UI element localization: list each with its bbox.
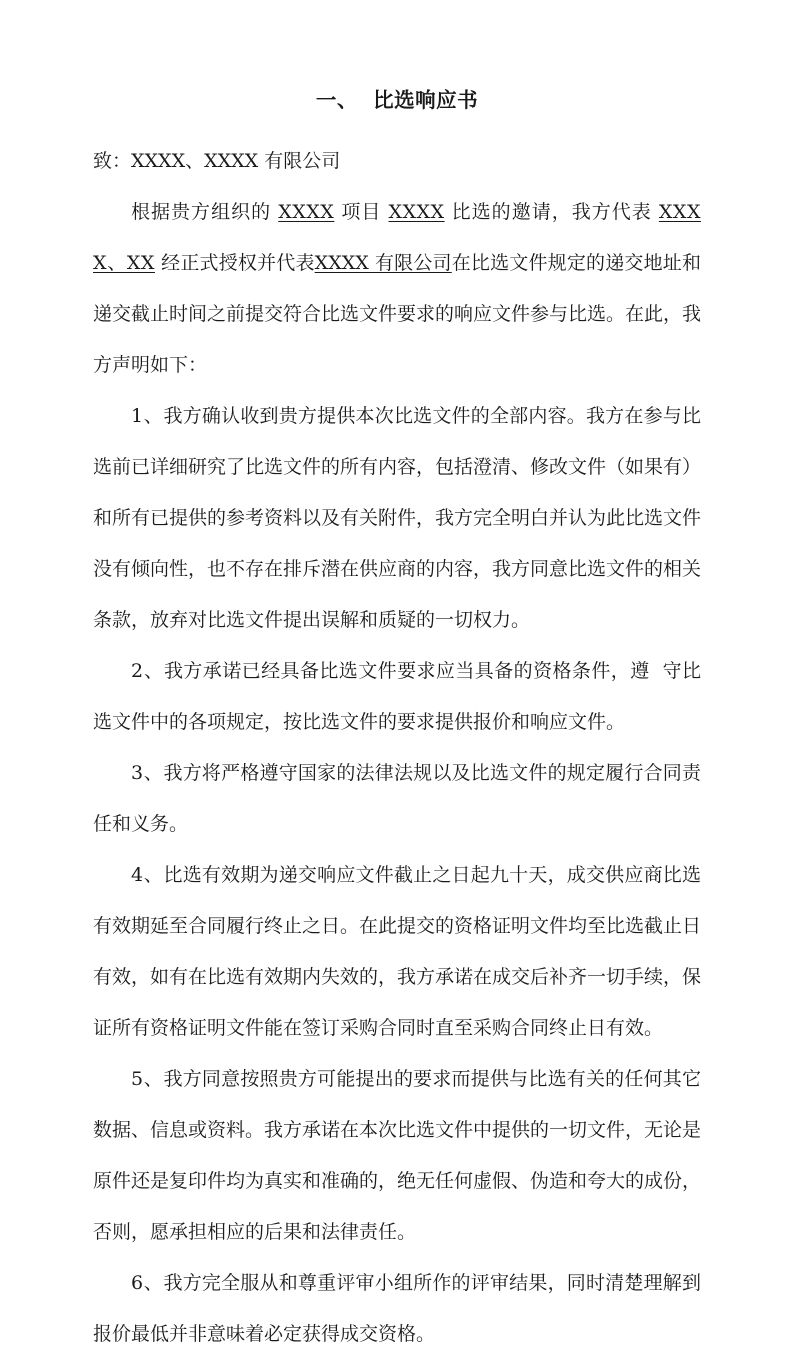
clause-text-2: 我方承诺已经具备比选文件要求应当具备的资格条件，遵 守比选文件中的各项规定，按比选文件的要求提供报价和响应文件。 (93, 660, 701, 733)
clause-number-5: 5、 (131, 1068, 164, 1090)
clause-text-5: 我方同意按照贵方可能提出的要求而提供与比选有关的任何其它数据、信息或资料。我方承诺在本次比选文件中提供的一切文件，无论是原件还是复印件均为真实和准确的，绝无任何虚假、伪造和夸大的成份，否则，愿承担相应的后果和法律责任。 (93, 1068, 702, 1243)
clause-text-6: 我方完全服从和尊重评审小组所作的评审结果，同时清楚理解到报价最低并非意味着必定获得成交资格。 (93, 1272, 701, 1345)
clause-number-6: 6、 (131, 1272, 164, 1294)
blank-company-name: XXXX 有限公司 (314, 252, 452, 274)
blank-representative: XXXX、XX (93, 201, 701, 274)
clause-text-3: 我方将严格遵守国家的法律法规以及比选文件的规定履行合同责任和义务。 (93, 762, 701, 835)
intro-segment-3: 比选的邀请，我方代表 (444, 201, 659, 223)
clause-item-2 (93, 646, 701, 748)
intro-segment-2: 项目 (334, 201, 389, 223)
clause-item-6 (93, 1258, 701, 1360)
blank-package-name: XXXX (388, 201, 445, 223)
clause-item-3 (93, 748, 701, 850)
clause-item-1 (93, 391, 701, 646)
clause-number-4: 4、 (131, 864, 164, 886)
clause-text-4: 比选有效期为递交响应文件截止之日起九十天，成交供应商比选有效期延至合同履行终止之日。在此提交的资格证明文件均至比选截止日有效，如有在比选有效期内失效的，我方承诺在成交后补齐一切手续，保证所有资格证明文件能在签订采购合同时直至采购合同终止日有效。 (93, 864, 702, 1039)
clause-number-2: 2、 (131, 660, 164, 682)
intro-segment-4: 经正式授权并代表 (154, 252, 315, 274)
intro-segment-1: 根据贵方组织的 (131, 201, 279, 223)
blank-project-name: XXXX (278, 201, 335, 223)
page-title: 一、 比选响应书 (315, 88, 479, 112)
document-body (93, 84, 701, 1360)
intro-paragraph (93, 187, 701, 391)
clause-number-1: 1、 (131, 405, 164, 427)
clause-number-3: 3、 (131, 762, 164, 784)
clause-item-4 (93, 850, 701, 1054)
intro-segment-5: 在比选文件规定的递交地址和递交截止时间之前提交符合比选文件要求的响应文件参与比选。在此，我方声明如下： (93, 252, 702, 376)
salutation-line: 致：XXXX、XXXX 有限公司 (93, 150, 341, 172)
clause-item-5 (93, 1054, 701, 1258)
clause-text-1: 我方确认收到贵方提供本次比选文件的全部内容。我方在参与比选前已详细研究了比选文件的所有内容，包括澄清、修改文件（如果有）和所有已提供的参考资料以及有关附件，我方完全明白并认为此比选文件没有倾向性，也不存在排斥潜在供应商的内容，我方同意比选文件的相关条款，放弃对比选文件提出误解和质疑的一切权力。 (93, 405, 702, 631)
